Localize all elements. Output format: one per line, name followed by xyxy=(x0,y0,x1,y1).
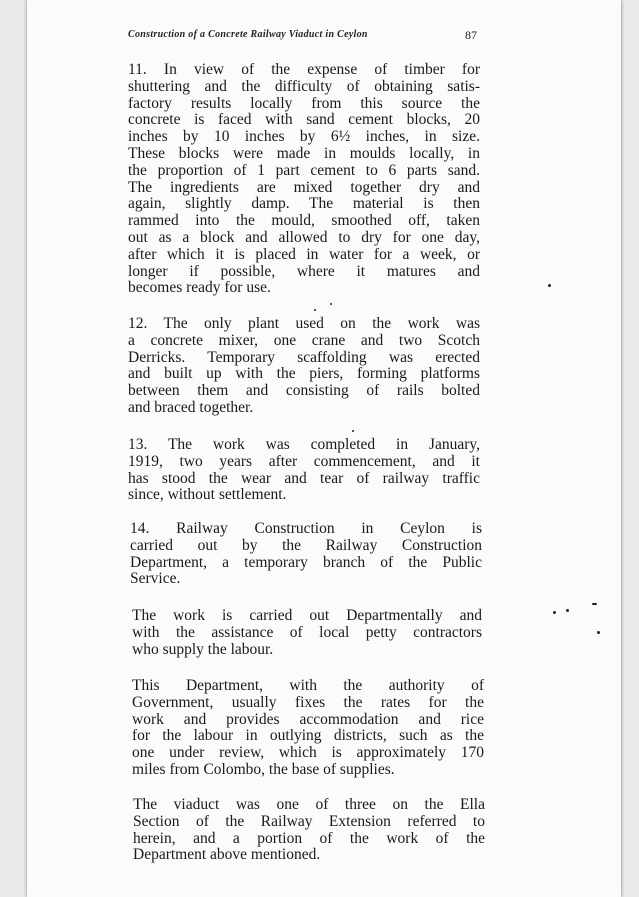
text-line: 1919, two years after commencement, and it xyxy=(128,452,480,470)
text-line: carried out by the Railway Construction xyxy=(130,536,482,554)
text-line: Section of the Railway Extension referred to xyxy=(133,812,485,830)
text-line: 14. Railway Construction in Ceylon is xyxy=(130,520,482,537)
text-line: for the labour in outlying districts, such as the xyxy=(132,727,484,745)
text-line: inches by 10 inches by 6½ inches, in size. xyxy=(128,128,480,146)
text-line: miles from Colombo, the base of supplies. xyxy=(132,760,395,778)
text-line: 13. The work was completed in January, xyxy=(128,436,480,453)
text-line: 12. The only plant used on the work was xyxy=(128,315,480,332)
scan-speck xyxy=(592,603,597,605)
text-line: Department above mentioned. xyxy=(133,846,321,864)
text-line: longer if possible, where it matures and xyxy=(128,262,480,280)
text-line: with the assistance of local petty contractors xyxy=(132,623,482,641)
text-line: Department, a temporary branch of the Public xyxy=(130,553,482,571)
paragraph-13 xyxy=(128,437,480,504)
page-number: 87 xyxy=(465,28,477,42)
paragraph-12 xyxy=(128,316,480,417)
text-line: between them and consisting of rails bolted xyxy=(128,382,480,400)
text-line: and built up with the piers, forming platforms xyxy=(128,365,480,383)
text-line: a concrete mixer, one crane and two Scotch xyxy=(128,331,480,349)
text-line: The work is carried out Departmentally and xyxy=(132,607,482,624)
text-line: again, slightly damp. The material is then xyxy=(128,195,480,213)
text-line: who supply the labour. xyxy=(132,640,274,658)
text-line: since, without settlement. xyxy=(128,486,287,504)
text-line: the proportion of 1 part cement to 6 parts sand. xyxy=(128,161,480,179)
text-line: factory results locally from this source the xyxy=(128,94,480,112)
scan-speck xyxy=(553,611,556,614)
text-line: rammed into the mould, smoothed off, taken xyxy=(128,212,480,230)
text-line: and braced together. xyxy=(128,398,254,416)
text-line: after which it is placed in water for a week, or xyxy=(128,245,480,263)
text-line: concrete is faced with sand cement blocks, 20 xyxy=(128,111,480,129)
text-line: shuttering and the difficulty of obtaining satis- xyxy=(128,77,480,95)
text-line: The ingredients are mixed together dry and xyxy=(128,178,480,196)
paragraph-department-rates xyxy=(132,678,484,779)
text-line: herein, and a portion of the work of the xyxy=(133,829,485,847)
text-line: becomes ready for use. xyxy=(128,279,271,297)
running-title: Construction of a Concrete Railway Viaduct in Ceylon xyxy=(128,29,368,40)
paragraph-departmental-work xyxy=(132,608,482,658)
text-line: Service. xyxy=(130,570,181,588)
text-line: one under review, which is approximately 170 xyxy=(132,744,484,762)
paragraph-viaduct xyxy=(133,797,485,864)
text-line: Government, usually fixes the rates for the xyxy=(132,693,484,711)
scan-speck xyxy=(597,631,600,634)
scan-speck xyxy=(330,303,332,305)
paragraph-14 xyxy=(130,521,482,588)
scan-speck xyxy=(352,430,354,432)
paragraph-11 xyxy=(128,62,480,297)
text-line: work and provides accommodation and rice xyxy=(132,710,484,728)
text-line: 11. In view of the expense of timber for xyxy=(128,61,480,78)
scan-speck xyxy=(314,309,316,311)
text-line: has stood the wear and tear of railway traffic xyxy=(128,469,480,487)
scan-speck xyxy=(566,609,569,612)
text-line: This Department, with the authority of xyxy=(132,677,484,694)
text-line: These blocks were made in moulds locally, in xyxy=(128,144,480,162)
text-line: The viaduct was one of three on the Ella xyxy=(133,796,485,813)
text-line: out as a block and allowed to dry for one day, xyxy=(128,228,480,246)
text-line: Derricks. Temporary scaffolding was erected xyxy=(128,348,480,366)
scan-speck xyxy=(548,284,551,287)
